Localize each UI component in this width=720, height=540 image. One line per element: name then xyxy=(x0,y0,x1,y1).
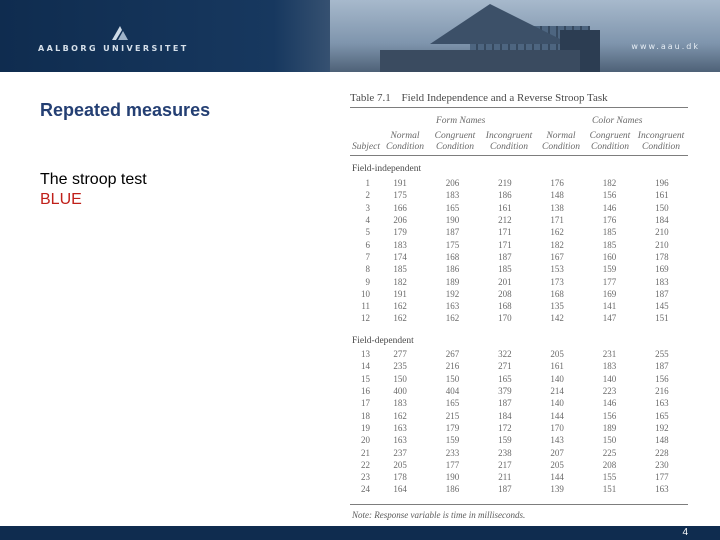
response-time-cell: 159 xyxy=(445,435,460,446)
response-time-cell: 175 xyxy=(393,190,407,201)
response-time-cell: 162 xyxy=(393,410,407,421)
response-time-cell: 150 xyxy=(445,373,460,384)
response-time-cell: 147 xyxy=(602,313,617,324)
response-time-cell: 161 xyxy=(498,202,512,213)
slide-title: Repeated measures xyxy=(40,100,211,120)
table-row xyxy=(350,214,688,226)
table-row xyxy=(350,288,688,300)
header-banner xyxy=(0,0,720,72)
table-row xyxy=(350,202,688,214)
response-time-cell: 171 xyxy=(498,239,512,250)
table-caption xyxy=(350,92,608,104)
response-time-cell: 173 xyxy=(550,276,564,287)
response-time-cell: 217 xyxy=(498,459,512,470)
response-time-cell: 162 xyxy=(550,227,564,238)
response-time-cell: 143 xyxy=(550,435,564,446)
subject-cell: 6 xyxy=(365,239,370,250)
response-time-cell: 156 xyxy=(655,373,669,384)
footer-bar xyxy=(0,526,720,540)
table-row xyxy=(350,177,688,189)
response-time-cell: 183 xyxy=(445,190,460,201)
response-time-cell: 162 xyxy=(393,313,407,324)
response-time-cell: 179 xyxy=(393,227,407,238)
subject-cell: 1 xyxy=(365,178,370,189)
subject-cell: 22 xyxy=(361,459,370,470)
response-time-cell: 140 xyxy=(602,373,617,384)
response-time-cell: 187 xyxy=(655,288,669,299)
response-time-cell: 140 xyxy=(550,398,564,409)
response-time-cell: 170 xyxy=(550,422,564,433)
response-time-cell: 191 xyxy=(393,178,407,189)
subject-cell: 12 xyxy=(361,313,370,324)
response-time-cell: 177 xyxy=(602,276,617,287)
page-number: 4 xyxy=(682,527,688,538)
response-time-cell: 187 xyxy=(498,398,512,409)
subject-cell: 18 xyxy=(361,410,370,421)
response-time-cell: 135 xyxy=(550,301,564,312)
response-time-cell: 169 xyxy=(655,264,669,275)
response-time-cell: 235 xyxy=(393,361,407,372)
response-time-cell: 168 xyxy=(498,301,512,312)
response-time-cell: 207 xyxy=(550,447,564,458)
response-time-cell: 164 xyxy=(393,484,407,495)
subject-cell: 5 xyxy=(365,227,370,238)
table-row xyxy=(350,422,688,434)
response-time-cell: 271 xyxy=(498,361,512,372)
response-time-cell: 201 xyxy=(498,276,512,287)
response-time-cell: 156 xyxy=(602,190,617,201)
response-time-cell: 184 xyxy=(655,215,669,226)
response-time-cell: 165 xyxy=(445,202,460,213)
response-time-cell: 177 xyxy=(445,459,460,470)
response-time-cell: 214 xyxy=(550,386,564,397)
table-row xyxy=(350,312,688,324)
table-row xyxy=(350,373,688,385)
university-url[interactable]: www.aau.dk xyxy=(631,42,700,51)
response-time-cell: 216 xyxy=(655,386,669,397)
response-time-cell: 216 xyxy=(445,361,460,372)
response-time-cell: 215 xyxy=(445,410,460,421)
response-time-cell: 233 xyxy=(445,447,460,458)
response-time-cell: 178 xyxy=(655,251,669,262)
table-row xyxy=(350,409,688,421)
response-time-cell: 141 xyxy=(602,301,617,312)
response-time-cell: 192 xyxy=(655,422,669,433)
group-header-color: Color Names xyxy=(592,116,643,126)
response-time-cell: 176 xyxy=(602,215,617,226)
response-time-cell: 205 xyxy=(393,459,407,470)
response-time-cell: 255 xyxy=(655,349,669,360)
response-time-cell: 153 xyxy=(550,264,564,275)
response-time-cell: 182 xyxy=(393,276,407,287)
subject-cell: 2 xyxy=(365,190,370,201)
table-row xyxy=(350,446,688,458)
section-label-field-independent: Field-independent xyxy=(352,164,422,174)
response-time-cell: 174 xyxy=(393,251,407,262)
response-time-cell: 167 xyxy=(550,251,564,262)
response-time-cell: 231 xyxy=(602,349,617,360)
section-label-field-dependent: Field-dependent xyxy=(352,336,414,346)
response-time-cell: 165 xyxy=(445,398,460,409)
table-number: Table 7.1 xyxy=(350,92,391,104)
response-time-cell: 183 xyxy=(393,398,407,409)
response-time-cell: 187 xyxy=(498,251,512,262)
university-logo-icon xyxy=(110,24,130,42)
response-time-cell: 171 xyxy=(550,215,564,226)
column-header-form-normal: Normal Condition xyxy=(385,131,424,152)
response-time-cell: 163 xyxy=(393,435,407,446)
response-time-cell: 150 xyxy=(393,373,407,384)
response-time-cell: 165 xyxy=(498,373,512,384)
table-row xyxy=(350,300,688,312)
response-time-cell: 165 xyxy=(655,410,669,421)
table-row xyxy=(350,397,688,409)
response-time-cell: 171 xyxy=(498,227,512,238)
subject-cell: 19 xyxy=(361,422,370,433)
banner-building-roof xyxy=(430,4,570,44)
table-note: Note: Response variable is time in milliseconds. xyxy=(352,510,526,520)
response-time-cell: 183 xyxy=(602,361,617,372)
response-time-cell: 176 xyxy=(550,178,564,189)
response-time-cell: 186 xyxy=(445,264,460,275)
response-time-cell: 238 xyxy=(498,447,512,458)
subject-cell: 16 xyxy=(361,386,370,397)
table-row xyxy=(350,385,688,397)
response-time-cell: 168 xyxy=(445,251,460,262)
response-time-cell: 144 xyxy=(550,472,564,483)
response-time-cell: 183 xyxy=(393,239,407,250)
response-time-cell: 144 xyxy=(550,410,564,421)
response-time-cell: 225 xyxy=(602,447,617,458)
response-time-cell: 404 xyxy=(445,386,460,397)
subject-cell: 20 xyxy=(361,435,370,446)
field-independent-table xyxy=(350,177,688,325)
column-header-color-normal: Normal Condition xyxy=(541,131,580,152)
column-header-subject: Subject xyxy=(352,142,380,152)
response-time-cell: 190 xyxy=(445,215,460,226)
response-time-cell: 140 xyxy=(550,373,564,384)
response-time-cell: 151 xyxy=(655,313,669,324)
response-time-cell: 169 xyxy=(602,288,617,299)
response-time-cell: 163 xyxy=(655,484,669,495)
response-time-cell: 192 xyxy=(445,288,460,299)
response-time-cell: 159 xyxy=(602,264,617,275)
response-time-cell: 148 xyxy=(655,435,669,446)
stroop-stimulus-word: BLUE xyxy=(40,191,82,208)
response-time-cell: 163 xyxy=(655,398,669,409)
response-time-cell: 162 xyxy=(393,301,407,312)
response-time-cell: 160 xyxy=(602,251,617,262)
header-bottom-rule xyxy=(350,155,688,156)
table-row xyxy=(350,251,688,263)
response-time-cell: 155 xyxy=(602,472,617,483)
response-time-cell: 223 xyxy=(602,386,617,397)
table-row xyxy=(350,189,688,201)
banner-building-low xyxy=(380,50,580,72)
response-time-cell: 146 xyxy=(602,398,617,409)
response-time-cell: 183 xyxy=(655,276,669,287)
response-time-cell: 172 xyxy=(498,422,512,433)
response-time-cell: 230 xyxy=(655,459,669,470)
response-time-cell: 151 xyxy=(602,484,617,495)
table-row xyxy=(350,238,688,250)
response-time-cell: 163 xyxy=(393,422,407,433)
response-time-cell: 179 xyxy=(445,422,460,433)
response-time-cell: 161 xyxy=(550,361,564,372)
table-row xyxy=(350,263,688,275)
subject-cell: 9 xyxy=(365,276,370,287)
response-time-cell: 146 xyxy=(602,202,617,213)
subject-cell: 3 xyxy=(365,202,370,213)
subject-cell: 14 xyxy=(361,361,370,372)
response-time-cell: 228 xyxy=(655,447,669,458)
table-row xyxy=(350,483,688,495)
response-time-cell: 161 xyxy=(655,190,669,201)
response-time-cell: 187 xyxy=(655,361,669,372)
table-row xyxy=(350,434,688,446)
response-time-cell: 186 xyxy=(445,484,460,495)
column-header-color-congruent: Congruent Condition xyxy=(589,131,631,152)
response-time-cell: 208 xyxy=(602,459,617,470)
subject-cell: 23 xyxy=(361,472,370,483)
subject-cell: 24 xyxy=(361,484,370,495)
table-top-rule xyxy=(350,107,688,108)
response-time-cell: 184 xyxy=(498,410,512,421)
response-time-cell: 142 xyxy=(550,313,564,324)
response-time-cell: 219 xyxy=(498,178,512,189)
response-time-cell: 191 xyxy=(393,288,407,299)
table-row xyxy=(350,360,688,372)
response-time-cell: 190 xyxy=(445,472,460,483)
group-header-form: Form Names xyxy=(436,116,486,126)
response-time-cell: 163 xyxy=(445,301,460,312)
field-dependent-table xyxy=(350,348,688,496)
subject-cell: 15 xyxy=(361,373,370,384)
response-time-cell: 175 xyxy=(445,239,460,250)
table-row xyxy=(350,275,688,287)
response-time-cell: 187 xyxy=(445,227,460,238)
response-time-cell: 150 xyxy=(602,435,617,446)
response-time-cell: 237 xyxy=(393,447,407,458)
response-time-cell: 145 xyxy=(655,301,669,312)
subject-cell: 21 xyxy=(361,447,370,458)
table-row xyxy=(350,471,688,483)
response-time-cell: 150 xyxy=(655,202,669,213)
response-time-cell: 379 xyxy=(498,386,512,397)
response-time-cell: 212 xyxy=(498,215,512,226)
response-time-cell: 189 xyxy=(445,276,460,287)
response-time-cell: 322 xyxy=(498,349,512,360)
column-header-form-incongruent: Incongruent Condition xyxy=(485,131,533,152)
response-time-cell: 177 xyxy=(655,472,669,483)
response-time-cell: 186 xyxy=(498,190,512,201)
response-time-cell: 182 xyxy=(550,239,564,250)
subject-cell: 13 xyxy=(361,349,370,360)
response-time-cell: 267 xyxy=(445,349,460,360)
response-time-cell: 185 xyxy=(602,227,617,238)
response-time-cell: 185 xyxy=(498,264,512,275)
response-time-cell: 196 xyxy=(655,178,669,189)
response-time-cell: 206 xyxy=(393,215,407,226)
response-time-cell: 205 xyxy=(550,349,564,360)
table-row xyxy=(350,459,688,471)
response-time-cell: 138 xyxy=(550,202,564,213)
subject-cell: 8 xyxy=(365,264,370,275)
table-row xyxy=(350,348,688,360)
subject-cell: 17 xyxy=(361,398,370,409)
response-time-cell: 170 xyxy=(498,313,512,324)
response-time-cell: 211 xyxy=(498,472,512,483)
response-time-cell: 159 xyxy=(498,435,512,446)
response-time-cell: 185 xyxy=(393,264,407,275)
response-time-cell: 210 xyxy=(655,239,669,250)
table-bottom-rule xyxy=(350,504,688,505)
response-time-cell: 400 xyxy=(393,386,407,397)
response-time-cell: 139 xyxy=(550,484,564,495)
response-time-cell: 162 xyxy=(445,313,460,324)
response-time-cell: 206 xyxy=(445,178,460,189)
university-name: AALBORG UNIVERSITET xyxy=(38,44,189,53)
response-time-cell: 205 xyxy=(550,459,564,470)
subject-cell: 11 xyxy=(361,301,370,312)
response-time-cell: 168 xyxy=(550,288,564,299)
stroop-table xyxy=(330,86,694,523)
slide-topic: The stroop test xyxy=(40,171,147,188)
response-time-cell: 185 xyxy=(602,239,617,250)
subject-cell: 4 xyxy=(365,215,370,226)
column-header-color-incongruent: Incongruent Condition xyxy=(637,131,685,152)
response-time-cell: 210 xyxy=(655,227,669,238)
response-time-cell: 208 xyxy=(498,288,512,299)
response-time-cell: 166 xyxy=(393,202,407,213)
response-time-cell: 189 xyxy=(602,422,617,433)
subject-cell: 10 xyxy=(361,288,370,299)
response-time-cell: 277 xyxy=(393,349,407,360)
response-time-cell: 148 xyxy=(550,190,564,201)
response-time-cell: 178 xyxy=(393,472,407,483)
response-time-cell: 156 xyxy=(602,410,617,421)
response-time-cell: 187 xyxy=(498,484,512,495)
response-time-cell: 182 xyxy=(602,178,617,189)
table-title: Field Independence and a Reverse Stroop Task xyxy=(401,92,608,104)
subject-cell: 7 xyxy=(365,251,370,262)
table-row xyxy=(350,226,688,238)
column-header-form-congruent: Congruent Condition xyxy=(434,131,476,152)
